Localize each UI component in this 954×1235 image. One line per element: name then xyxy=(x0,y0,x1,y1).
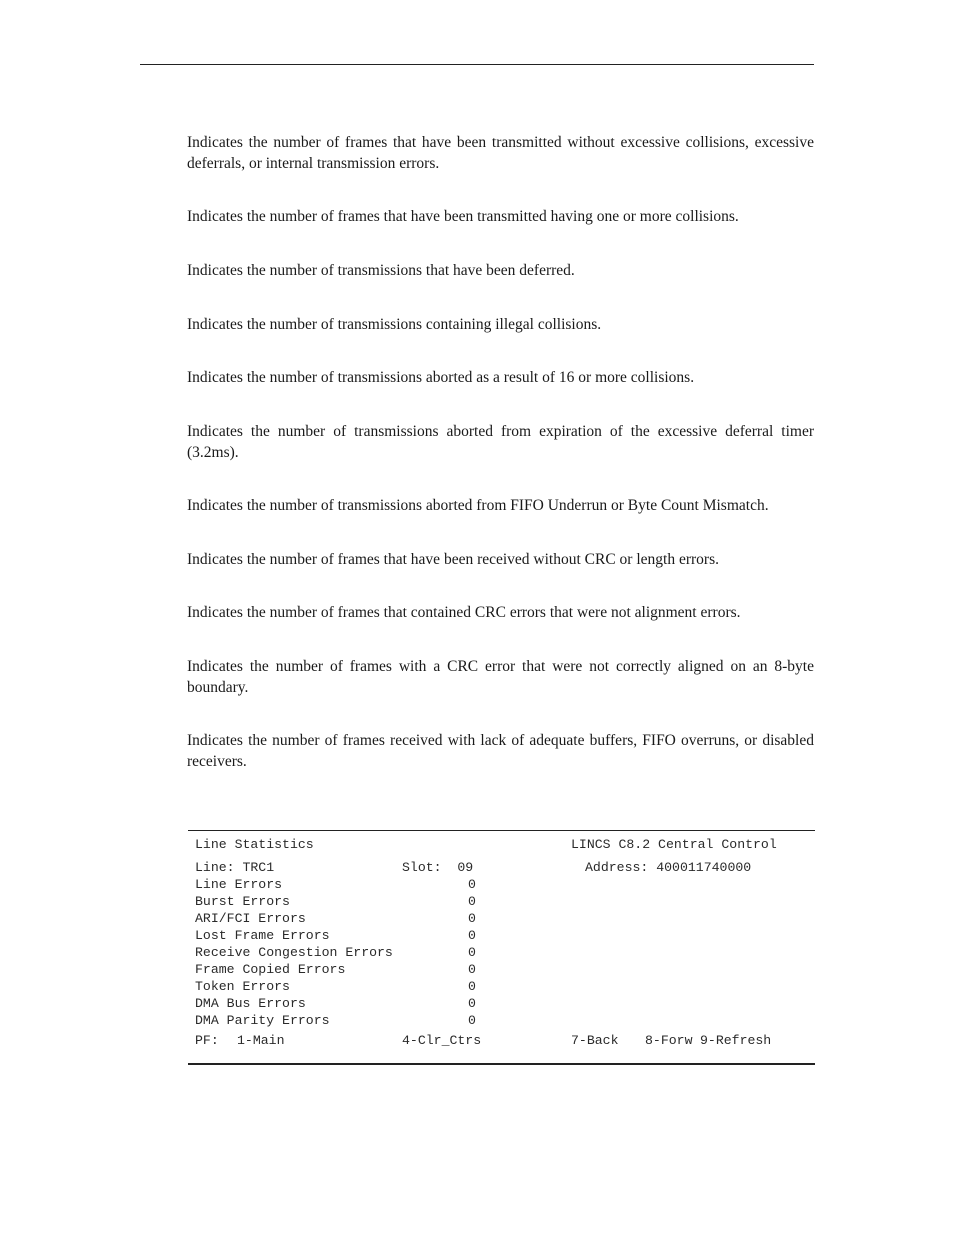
stat-label: Burst Errors xyxy=(195,894,290,909)
stat-label: DMA Parity Errors xyxy=(195,1013,330,1028)
pf9-refresh-key[interactable]: 9-Refresh xyxy=(700,1033,772,1048)
stat-value: 0 xyxy=(468,877,476,892)
paragraph-aborted-collisions: Indicates the number of transmissions aborted as a result of 16 or more collisions. xyxy=(187,369,695,386)
stat-value: 0 xyxy=(468,962,476,977)
stat-label: Line Errors xyxy=(195,877,283,892)
stat-value: 0 xyxy=(468,1013,476,1028)
paragraph-crc-errors: Indicates the number of frames that contained CRC errors that were not alignment errors. xyxy=(187,604,741,621)
paragraph-deferred: Indicates the number of transmissions that have been deferred. xyxy=(187,262,575,279)
stat-value: 0 xyxy=(468,894,476,909)
paragraph-lack-of-buffers: Indicates the number of frames received with lack of adequate buffers, FIFO overruns, or disabled receivers. xyxy=(187,732,814,770)
screen-system-name: LINCS C8.2 Central Control xyxy=(571,837,777,852)
stat-value: 0 xyxy=(468,979,476,994)
line-statistics-screen xyxy=(188,830,815,1065)
stat-value: 0 xyxy=(468,945,476,960)
stat-label: Frame Copied Errors xyxy=(195,962,346,977)
stat-label: Token Errors xyxy=(195,979,290,994)
paragraph-frames-transmitted: Indicates the number of frames that have been transmitted without excessive collisions, excessive deferrals, or internal transmission errors. xyxy=(187,134,814,172)
pf1-main-key[interactable]: 1-Main xyxy=(237,1033,285,1048)
pf4-clear-counters-key[interactable]: 4-Clr_Ctrs xyxy=(402,1033,482,1048)
stat-label: Receive Congestion Errors xyxy=(195,945,393,960)
stat-value: 0 xyxy=(468,928,476,943)
paragraph-aborted-deferral: Indicates the number of transmissions aborted from expiration of the excessive deferral timer (3.2ms). xyxy=(187,423,814,461)
stat-label: Lost Frame Errors xyxy=(195,928,330,943)
paragraph-aborted-fifo: Indicates the number of transmissions aborted from FIFO Underrun or Byte Count Mismatch. xyxy=(187,497,769,514)
stat-value: 0 xyxy=(468,996,476,1011)
stats-list xyxy=(188,876,815,1036)
pf-key-bar xyxy=(188,1032,815,1049)
header-rule xyxy=(140,64,814,65)
screen-title: Line Statistics xyxy=(195,837,314,852)
pf-label: PF: xyxy=(195,1033,219,1048)
pf7-back-key[interactable]: 7-Back xyxy=(571,1033,619,1048)
pf8-forward-key[interactable]: 8-Forw xyxy=(645,1033,693,1048)
stat-value: 0 xyxy=(468,911,476,926)
stat-label: ARI/FCI Errors xyxy=(195,911,306,926)
paragraph-frames-with-collisions: Indicates the number of frames that have been transmitted having one or more collisions. xyxy=(187,208,739,225)
paragraph-alignment-errors: Indicates the number of frames with a CRC error that were not correctly aligned on an 8-byte boundary. xyxy=(187,658,814,696)
slot-label: Slot: 09 xyxy=(402,860,474,875)
address-label: Address: 400011740000 xyxy=(585,860,752,875)
stat-label: DMA Bus Errors xyxy=(195,996,306,1011)
paragraph-frames-received: Indicates the number of frames that have been received without CRC or length errors. xyxy=(187,551,719,568)
paragraph-illegal-collisions: Indicates the number of transmissions containing illegal collisions. xyxy=(187,316,602,333)
line-label: Line: TRC1 xyxy=(195,860,275,875)
